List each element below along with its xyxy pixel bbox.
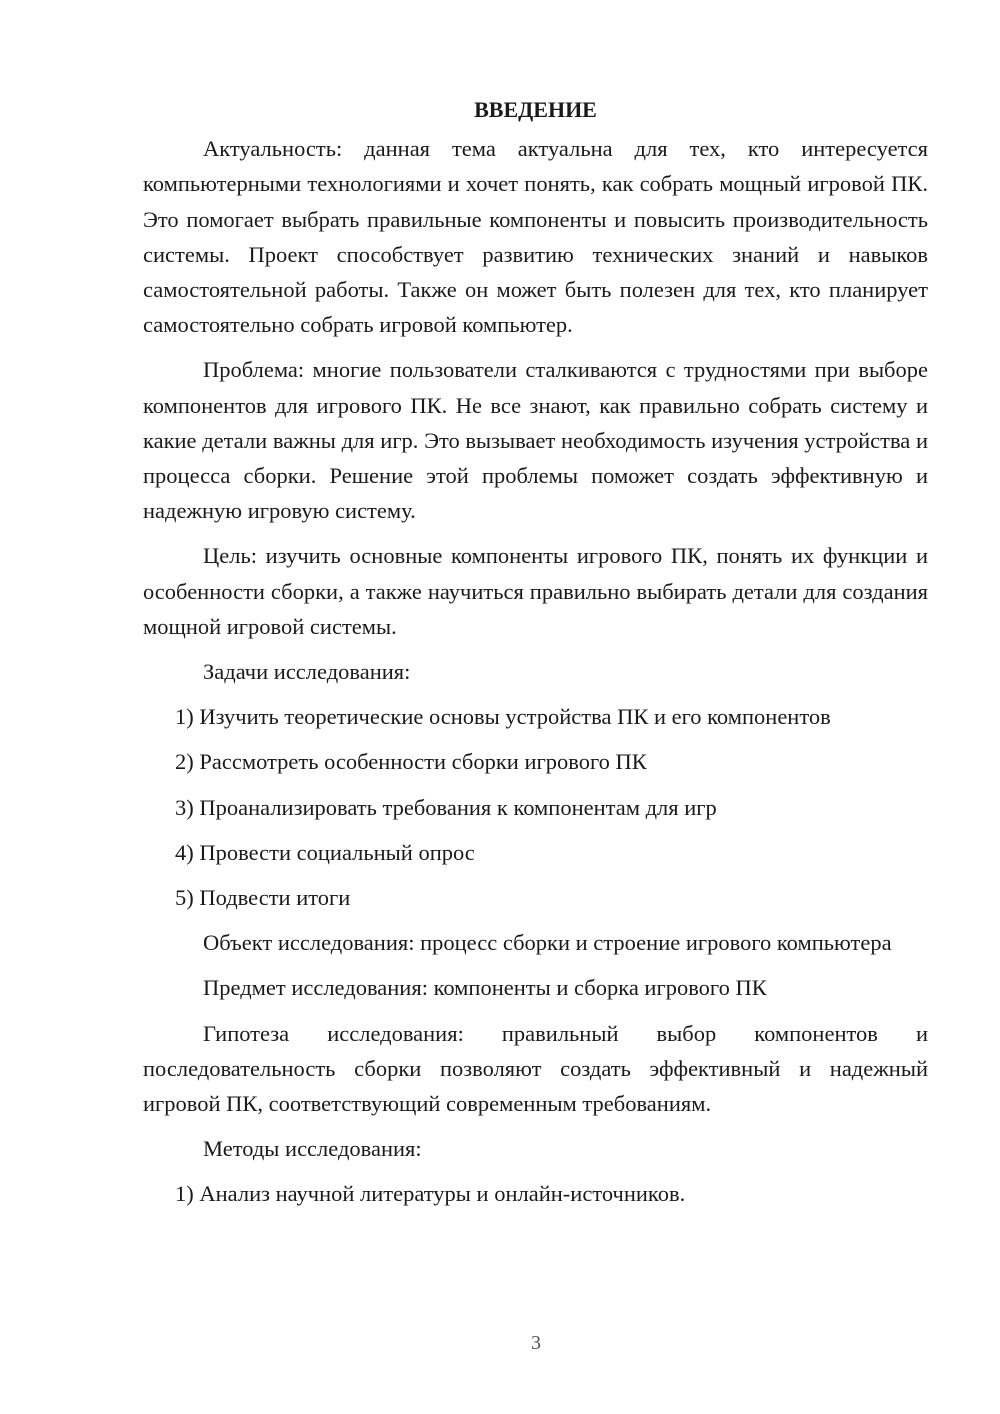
list-item: 5) Подвести итоги [175,885,351,911]
goal-paragraph: Цель: изучить основные компоненты игрового ПК, понять их функции и особенности сборки, а также научиться правильно выбирать детали для создания мощной игровой системы. [143,543,928,639]
hypothesis-paragraph: Гипотеза исследования: правильный выбор компонентов и последовательность сборки позволяют создать эффективный и надежный игровой ПК, соответствующий современным требованиям. [143,1020,928,1117]
problem-paragraph: Проблема: многие пользователи сталкиваются с трудностями при выборе компонентов для игрового ПК. Не все знают, как правильно собрать систему и какие детали важны для игр. Это вызывает необходимость изучения устройства и процесса сборки. Решение этой проблемы поможет создать эффективную и надежную игровую систему. [143,357,928,524]
tasks-heading: Задачи исследования: [203,659,411,685]
object-paragraph: Объект исследования: процесс сборки и строение игрового компьютера [203,930,892,956]
subject-paragraph: Предмет исследования: компоненты и сборка игрового ПК [203,975,767,1001]
page-content [143,92,928,1222]
page-title: ВВЕДЕНИЕ [474,97,597,122]
list-item: 2) Рассмотреть особенности сборки игрового ПК [175,749,647,775]
methods-list [143,1176,928,1211]
list-item: 1) Изучить теоретические основы устройства ПК и его компонентов [175,704,831,730]
list-item: 1) Анализ научной литературы и онлайн-источников. [175,1181,686,1207]
relevance-paragraph: Актуальность: данная тема актуальна для тех, кто интересуется компьютерными технологиями и хочет понять, как собрать мощный игровой ПК. Это помогает выбрать правильные компоненты и повысить производительность системы. Проект способствует развитию технических знаний и навыков самостоятельной работы. Также он может быть полезен для тех, кто планирует самостоятельно собрать игровой компьютер. [143,136,928,338]
tasks-list [143,699,928,915]
page-number: 3 [531,1332,541,1354]
methods-heading: Методы исследования: [203,1136,422,1162]
list-item: 4) Провести социальный опрос [175,839,475,865]
list-item: 3) Проанализировать требования к компонентам для игр [175,794,717,820]
